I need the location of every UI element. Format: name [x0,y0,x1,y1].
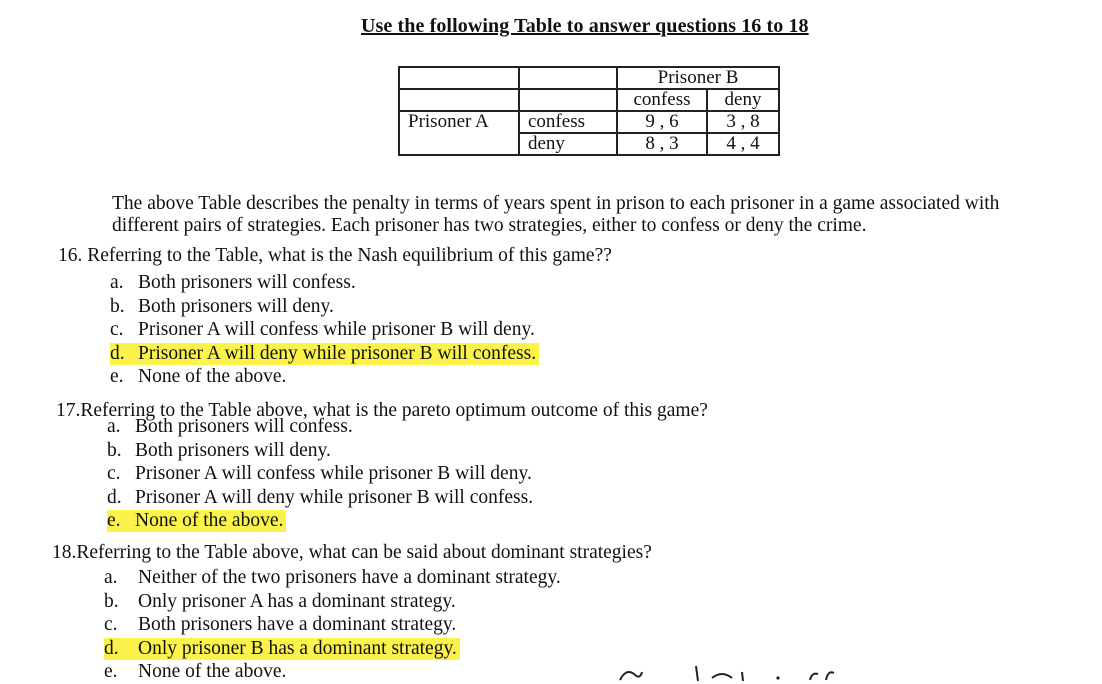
player-b-header: Prisoner B [617,67,779,89]
option-item-highlighted [110,342,539,366]
option-item [104,566,561,590]
table-empty-cell [399,89,519,111]
option-item [110,365,539,389]
option-item-highlighted [107,509,533,533]
option-letter: c. [110,319,124,340]
handwritten-scribble-icon [612,660,862,682]
option-item [107,439,533,463]
option-item-highlighted [104,637,561,661]
option-item [110,295,539,319]
option-item [107,486,533,510]
question-17-options [107,415,533,533]
table-corner-cell [399,67,519,89]
description-line: different pairs of strategies. Each prisoner has two strategies, either to confess or deny the crime. [112,215,867,236]
option-item [107,415,533,439]
option-letter: e. [107,510,121,531]
page-heading: Use the following Table to answer questions 16 to 18 [361,15,809,37]
option-item [104,660,561,684]
option-item [110,271,539,295]
row-strategy-deny: deny [519,133,617,155]
option-letter: a. [110,272,124,293]
payoff-deny-confess: 8 , 3 [617,133,707,155]
option-letter: a. [104,567,118,588]
option-text: Only prisoner B has a dominant strategy. [138,637,457,659]
option-text: Prisoner A will confess while prisoner B will deny. [135,463,532,484]
row-strategy-confess: confess [519,111,617,133]
option-item [104,590,561,614]
option-text: Neither of the two prisoners have a dominant strategy. [138,567,561,588]
option-text: Prisoner A will deny while prisoner B will confess. [135,486,534,508]
option-text: Both prisoners have a dominant strategy. [138,614,457,635]
option-text: None of the above. [138,661,287,682]
option-letter: b. [107,439,122,461]
question-16: 16. Referring to the Table, what is the Nash equilibrium of this game?? [58,245,612,266]
option-item [104,613,561,637]
option-text: None of the above. [138,366,287,387]
option-text: Both prisoners will confess. [138,272,356,293]
player-a-header: Prisoner A [399,111,519,155]
question-18-options [104,566,561,684]
table-description [112,193,1092,237]
option-text: None of the above. [135,510,284,531]
payoff-confess-confess: 9 , 6 [617,111,707,133]
payoff-table [398,66,780,156]
option-text: Both prisoners will confess. [135,416,353,437]
description-line: The above Table describes the penalty in terms of years spent in prison to each prisoner in a game associated with [112,193,1000,214]
option-text: Only prisoner A has a dominant strategy. [138,590,456,612]
table-empty-cell [519,89,617,111]
option-letter: a. [107,416,121,437]
option-letter: d. [104,637,119,659]
option-text: Prisoner A will deny while prisoner B will confess. [138,342,537,364]
question-17: 17.Referring to the Table above, what is the pareto optimum outcome of this game? [56,400,708,421]
option-letter: d. [110,342,125,364]
col-strategy-confess: confess [617,89,707,111]
option-item [107,462,533,486]
option-letter: b. [110,295,125,317]
option-text: Both prisoners will deny. [138,295,334,317]
option-letter: e. [104,661,118,682]
table-corner-cell [519,67,617,89]
option-letter: c. [104,614,118,635]
option-letter: d. [107,486,122,508]
option-letter: e. [110,366,124,387]
question-18: 18.Referring to the Table above, what can be said about dominant strategies? [52,542,652,563]
option-text: Both prisoners will deny. [135,439,331,461]
option-letter: c. [107,463,121,484]
question-16-options [110,271,539,389]
option-letter: b. [104,590,119,612]
option-text: Prisoner A will confess while prisoner B will deny. [138,319,535,340]
payoff-deny-deny: 4 , 4 [707,133,779,155]
col-strategy-deny: deny [707,89,779,111]
payoff-confess-deny: 3 , 8 [707,111,779,133]
option-item [110,318,539,342]
